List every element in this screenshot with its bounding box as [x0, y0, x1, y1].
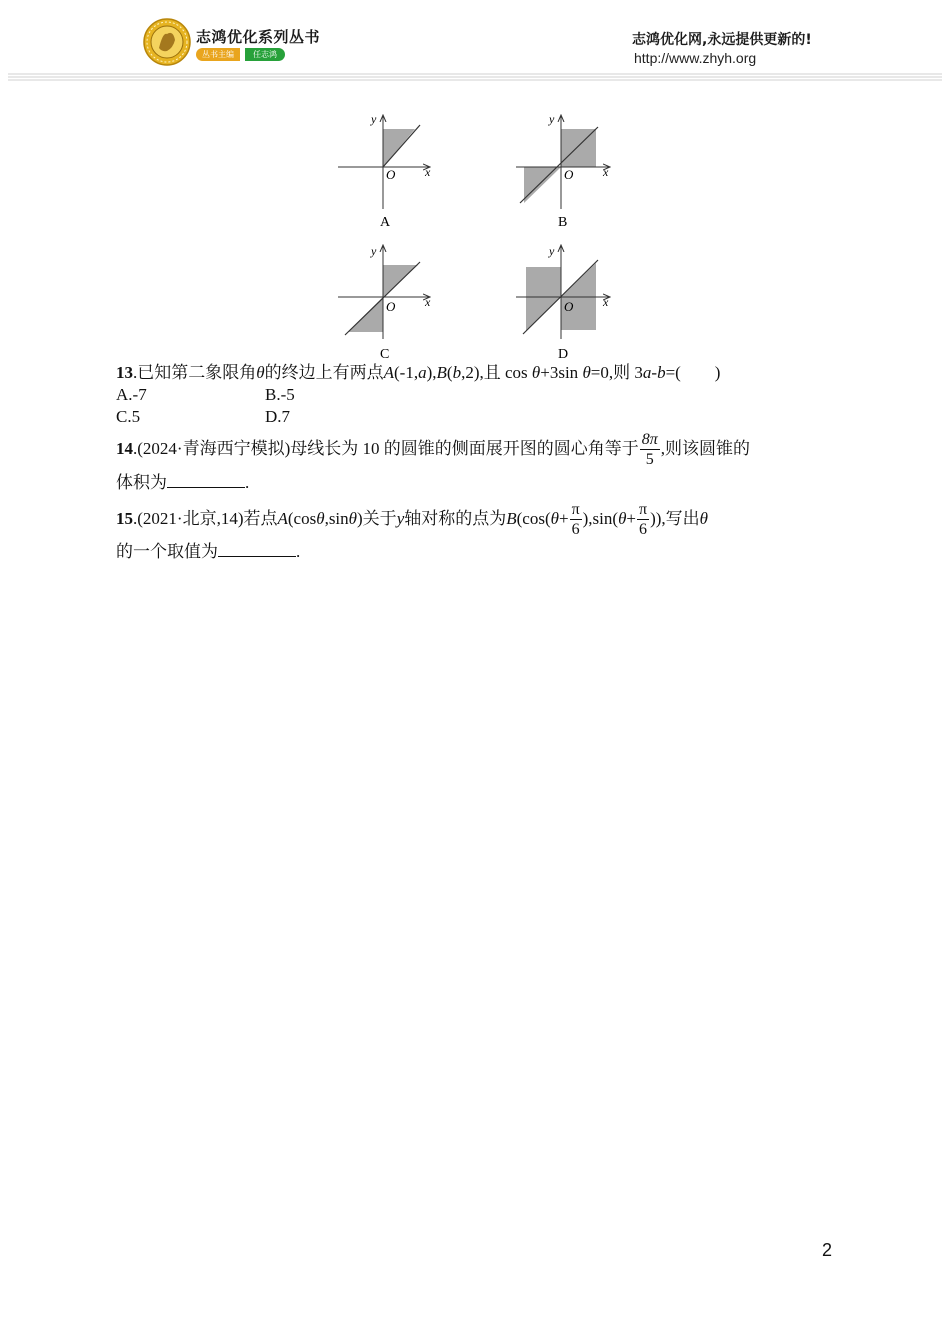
- site-url[interactable]: http://www.zhyh.org: [634, 50, 757, 66]
- question-14-line2: 体积为 .: [116, 473, 250, 492]
- q15-fraction-2: $\frac{\pi}{6}$: [639, 500, 648, 538]
- editor-label-badge: 丛书主编: [196, 48, 240, 61]
- editor-name-badge: 任志鸿: [245, 48, 285, 61]
- figure-b-x-label: x: [603, 165, 609, 179]
- figure-d-label: D: [558, 347, 569, 362]
- q13-option-b: B.-5: [265, 385, 295, 404]
- page-number: 2: [822, 1240, 833, 1260]
- figure-b-y-label: y: [549, 112, 555, 126]
- question-14: 14 .(2024·青海西宁模拟)母线长为 10 的圆锥的侧面展开图的圆心角等于 $\frac{8\pi}{5}$ ,则该圆锥的: [116, 427, 750, 471]
- question-15-line2: 的一个取值为 .: [116, 542, 301, 561]
- question-15-number: 15: [116, 509, 133, 528]
- site-slogan: 志鸿优化网,永远提供更新的!: [632, 32, 812, 48]
- header-rule: [0, 72, 950, 84]
- q14-answer-blank[interactable]: [167, 472, 245, 488]
- figure-a-y-label: y: [371, 112, 377, 126]
- question-13-number: 13: [116, 363, 133, 382]
- figure-b-label: B: [558, 215, 568, 230]
- q15-fraction-1: $\frac{\pi}{6}$: [571, 500, 580, 538]
- question-13: 13.已知第二象限角θ的终边上有两点A(-1,a),B(b,2),且 cos θ+3sin θ=0,则 3a-b=( ): [116, 363, 721, 382]
- figure-d-x-label: x: [603, 295, 609, 309]
- question-15: 15 .(2021·北京,14)若点 A (cos θ ,sin θ )关于 y 轴对称的点为 B (cos( θ + $\frac{\pi}{6}$ ),sin( θ + $\frac{\pi}{6}$ )),写出 θ: [116, 497, 708, 541]
- answer-figures: [330, 105, 630, 365]
- q13-option-c: C.5: [116, 407, 141, 426]
- brand-title: 志鸿优化系列丛书: [196, 28, 321, 46]
- q15-answer-blank[interactable]: [218, 541, 296, 557]
- figure-c-x-label: x: [425, 295, 431, 309]
- question-14-number: 14: [116, 439, 133, 458]
- figure-d-y-label: y: [549, 244, 555, 258]
- figure-a-label: A: [380, 215, 391, 230]
- q14-fraction: $\frac{8\pi}{5}$: [641, 430, 658, 468]
- q13-option-d: D.7: [265, 407, 291, 426]
- figure-c: [338, 244, 431, 362]
- figure-a: [338, 112, 431, 230]
- figure-d: [516, 244, 610, 362]
- figure-c-origin: O: [386, 299, 396, 314]
- figure-b-origin: O: [564, 167, 574, 182]
- figure-d-origin: O: [564, 299, 574, 314]
- page-header: [0, 0, 950, 90]
- figure-a-origin: O: [386, 167, 396, 182]
- publisher-logo: [143, 18, 191, 71]
- figure-c-label: C: [380, 347, 390, 362]
- figure-a-x-label: x: [425, 165, 431, 179]
- figure-b: [516, 112, 610, 230]
- q13-option-a: A.-7: [116, 385, 147, 404]
- figure-c-y-label: y: [371, 244, 377, 258]
